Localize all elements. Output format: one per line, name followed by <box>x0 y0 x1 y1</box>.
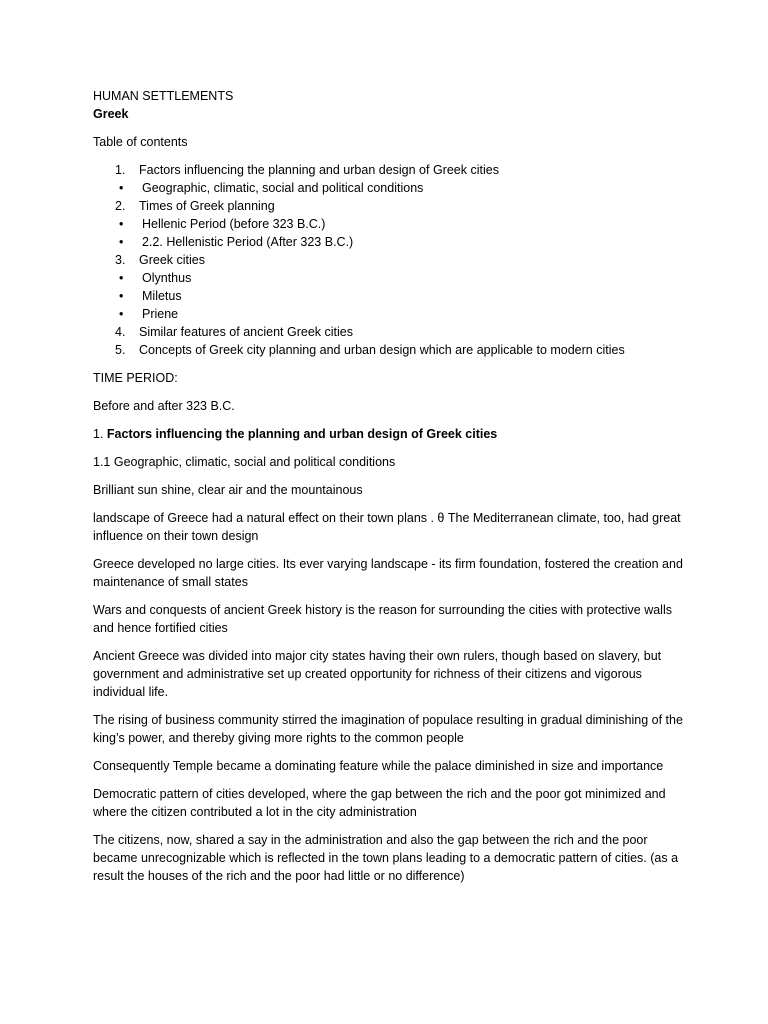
toc-item-text: Miletus <box>142 289 182 303</box>
toc-item-text: Factors influencing the planning and urban design of Greek cities <box>139 163 499 177</box>
bullet-icon: • <box>119 217 124 231</box>
toc-item <box>93 197 683 215</box>
toc-marker: 4. <box>115 325 126 339</box>
document-title: Greek <box>93 107 129 121</box>
toc-item <box>93 269 683 287</box>
toc-item-text: 2.2. Hellenistic Period (After 323 B.C.) <box>142 235 354 249</box>
bullet-icon: • <box>119 235 124 249</box>
document-header: HUMAN SETTLEMENTS <box>93 89 234 103</box>
toc-item-text: Greek cities <box>139 253 205 267</box>
bullet-icon: • <box>119 181 124 195</box>
section-heading <box>93 425 683 443</box>
body-paragraph: Democratic pattern of cities developed, where the gap between the rich and the poor got minimized and where the citizen contributed a lot in the city administration <box>93 787 666 819</box>
time-period-value: Before and after 323 B.C. <box>93 399 235 413</box>
toc-item-text: Similar features of ancient Greek cities <box>139 325 353 339</box>
body-paragraph: Ancient Greece was divided into major city states having their own rulers, though based on slavery, but government and administrative set up created opportunity for richness of their citizens and vigorous individual life. <box>93 649 662 699</box>
bullet-icon: • <box>119 307 124 321</box>
section-heading-text: Factors influencing the planning and urban design of Greek cities <box>106 427 498 441</box>
bullet-icon: • <box>119 271 124 285</box>
toc-item <box>93 305 683 323</box>
toc-marker: 5. <box>115 343 126 357</box>
toc-item-text: Priene <box>142 307 179 321</box>
body-paragraph: The rising of business community stirred the imagination of populace resulting in gradual diminishing of the king’s power, and thereby giving more rights to the common people <box>93 713 683 745</box>
toc-item <box>93 215 683 233</box>
toc-item <box>93 161 683 179</box>
toc-list <box>93 161 683 359</box>
toc-item-text: Concepts of Greek city planning and urban design which are applicable to modern cities <box>139 343 625 357</box>
toc-item <box>93 341 683 359</box>
toc-item <box>93 251 683 269</box>
section-number: 1. <box>93 427 104 441</box>
toc-item <box>93 323 683 341</box>
toc-item-text: Geographic, climatic, social and political conditions <box>142 181 424 195</box>
toc-marker: 2. <box>115 199 126 213</box>
subsection-heading: 1.1 Geographic, climatic, social and political conditions <box>93 455 396 469</box>
document-body <box>93 87 683 885</box>
toc-item-text: Olynthus <box>142 271 192 285</box>
toc-item-text: Hellenic Period (before 323 B.C.) <box>142 217 326 231</box>
bullet-icon: • <box>119 289 124 303</box>
body-paragraph: Consequently Temple became a dominating feature while the palace diminished in size and importance <box>93 759 664 773</box>
toc-title: Table of contents <box>93 135 188 149</box>
toc-item-text: Times of Greek planning <box>139 199 275 213</box>
time-period-label: TIME PERIOD: <box>93 371 178 385</box>
toc-marker: 1. <box>115 163 126 177</box>
body-paragraph: landscape of Greece had a natural effect on their town plans . θ The Mediterranean climate, too, had great influence on their town design <box>93 511 681 543</box>
body-paragraph: The citizens, now, shared a say in the administration and also the gap between the rich and the poor became unrecognizable which is reflected in the town plans leading to a democratic pattern of cities. (as a result the houses of the rich and the poor had little or no difference) <box>93 833 679 883</box>
toc-marker: 3. <box>115 253 126 267</box>
toc-item <box>93 287 683 305</box>
toc-item <box>93 233 683 251</box>
toc-item <box>93 179 683 197</box>
body-paragraph: Greece developed no large cities. Its ever varying landscape - its firm foundation, fostered the creation and maintenance of small states <box>93 557 683 589</box>
body-paragraph: Wars and conquests of ancient Greek history is the reason for surrounding the cities with protective walls and hence fortified cities <box>93 603 672 635</box>
body-paragraph: Brilliant sun shine, clear air and the mountainous <box>93 483 363 497</box>
